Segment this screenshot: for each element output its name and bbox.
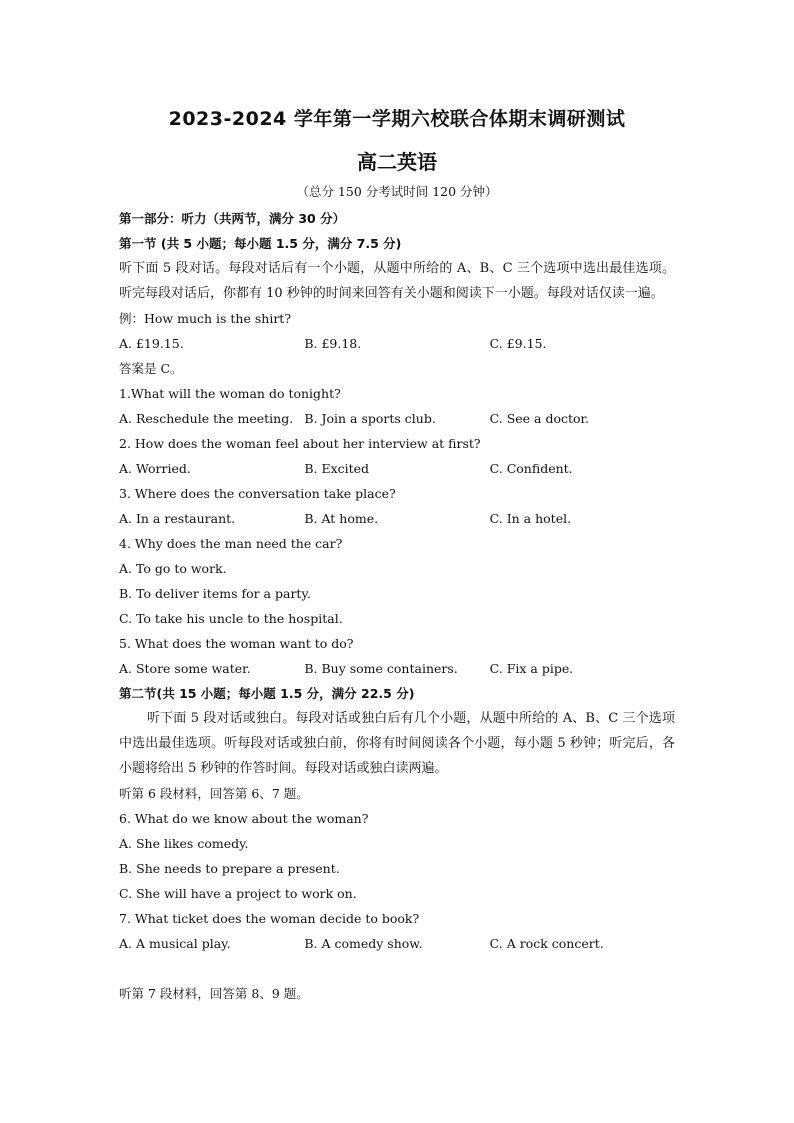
- option-c: C. £9.15.: [489, 336, 547, 351]
- option-b: B. At home.: [304, 511, 379, 526]
- question-4-option-b: B. To deliver items for a party.: [119, 586, 311, 601]
- material-7-note: 听第 7 段材料，回答第 8、9 题。: [119, 986, 309, 1001]
- option-b: B. Join a sports club.: [304, 411, 436, 426]
- question-1-options: [119, 406, 675, 431]
- option-a: A. Worried.: [119, 461, 191, 476]
- question-4: 4. Why does the man need the car?: [119, 536, 343, 551]
- option-b: B. A comedy show.: [304, 936, 423, 951]
- question-4-option-c: C. To take his uncle to the hospital.: [119, 611, 343, 626]
- option-c: C. In a hotel.: [489, 511, 572, 526]
- option-a: A. £19.15.: [119, 336, 184, 351]
- option-c: C. See a doctor.: [489, 411, 590, 426]
- material-6-note: 听第 6 段材料，回答第 6、7 题。: [119, 786, 309, 801]
- option-c: C. Fix a pipe.: [489, 661, 574, 676]
- example-options: [119, 331, 675, 356]
- option-c: C. Confident.: [489, 461, 573, 476]
- example-question: 例：How much is the shirt?: [119, 311, 292, 326]
- exam-content: [119, 206, 675, 1006]
- example-answer: 答案是 C。: [119, 361, 183, 376]
- question-1: 1.What will the woman do tonight?: [119, 386, 341, 401]
- question-3-options: [119, 506, 675, 531]
- question-6-option-c: C. She will have a project to work on.: [119, 886, 357, 901]
- question-6: 6. What do we know about the woman?: [119, 811, 369, 826]
- option-a: A. Reschedule the meeting.: [119, 411, 294, 426]
- exam-note: （总分 150 分考试时间 120 分钟）: [296, 184, 498, 199]
- section2-instructions: 听下面 5 段对话或独白。每段对话或独白后有几个小题，从题中所给的 A、B、C 三个选项中选出最佳选项。听每段对话或独白前，你将有时间阅读各个小题，每小题 5 秒钟；听完后，各小题将给出 5 秒钟的作答时间。每段对话或独白读两遍。: [119, 711, 675, 776]
- section1-heading: 第一节 (共 5 小题；每小题 1.5 分，满分 7.5 分): [119, 236, 402, 251]
- option-a: A. In a restaurant.: [119, 511, 236, 526]
- question-4-option-a: A. To go to work.: [119, 561, 227, 576]
- question-5-options: [119, 656, 675, 681]
- option-a: A. Store some water.: [119, 661, 251, 676]
- question-5: 5. What does the woman want to do?: [119, 636, 354, 651]
- exam-subject: 高二英语: [357, 150, 437, 174]
- question-6-option-b: B. She needs to prepare a present.: [119, 861, 340, 876]
- part1-heading: 第一部分：听力（共两节，满分 30 分）: [119, 211, 346, 226]
- question-7: 7. What ticket does the woman decide to book?: [119, 911, 420, 926]
- question-2: 2. How does the woman feel about her interview at first?: [119, 436, 481, 451]
- question-7-options: [119, 931, 675, 956]
- option-a: A. A musical play.: [119, 936, 231, 951]
- exam-title: 2023-2024 学年第一学期六校联合体期末调研测试: [168, 108, 626, 130]
- option-c: C. A rock concert.: [489, 936, 604, 951]
- section2-heading: 第二节(共 15 小题；每小题 1.5 分，满分 22.5 分): [119, 686, 415, 701]
- option-b: B. £9.18.: [304, 336, 362, 351]
- spacer: [119, 956, 675, 981]
- section1-instructions: 听下面 5 段对话。每段对话后有一个小题，从题中所给的 A、B、C 三个选项中选出最佳选项。听完每段对话后，你都有 10 秒钟的时间来回答有关小题和阅读下一小题。每段对话仅读一遍。: [119, 261, 675, 301]
- question-2-options: [119, 456, 675, 481]
- option-b: B. Buy some containers.: [304, 661, 458, 676]
- option-b: B. Excited: [304, 461, 370, 476]
- question-6-option-a: A. She likes comedy.: [119, 836, 249, 851]
- question-3: 3. Where does the conversation take place?: [119, 486, 396, 501]
